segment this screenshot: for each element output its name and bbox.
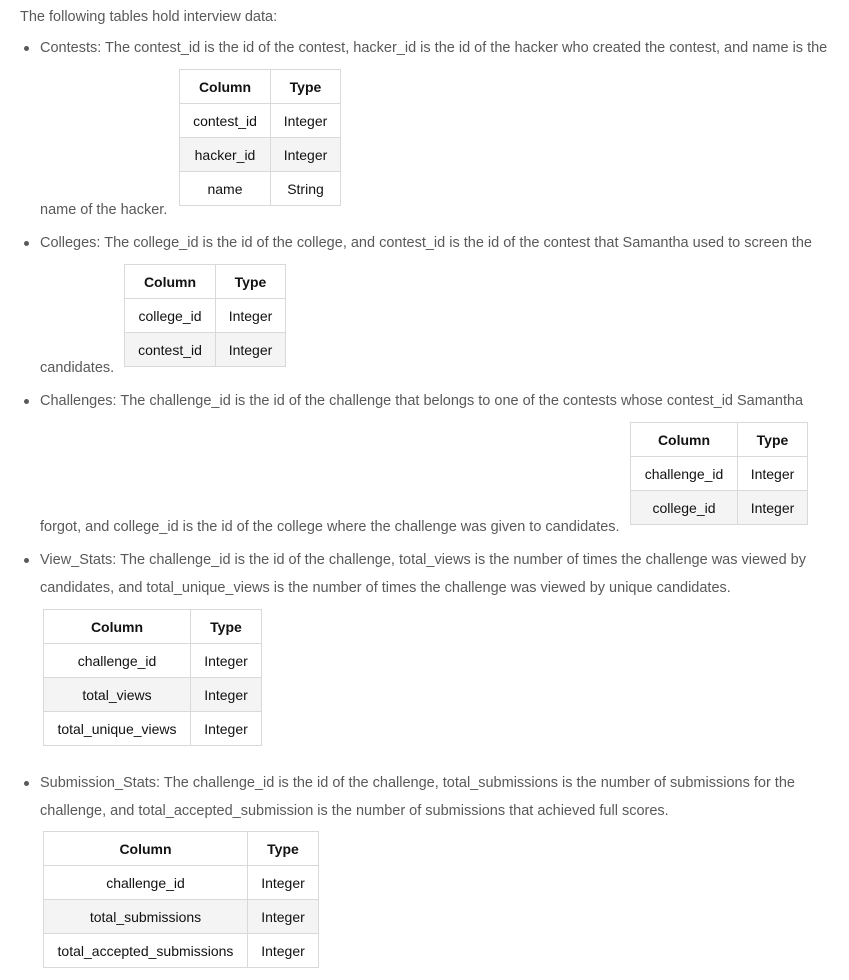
- bullet-challenges: [24, 399, 29, 404]
- table-header-row: [180, 70, 341, 104]
- column-header: Column: [44, 610, 191, 644]
- table-header-row: [125, 265, 286, 299]
- bullet-submission-stats: [24, 781, 29, 786]
- cell-type: Integer: [248, 934, 319, 968]
- submission-stats-description-line2: challenge, and total_accepted_submission is the number of submissions that achieved full scores.: [40, 803, 669, 819]
- table-row: [180, 104, 341, 138]
- challenges-table: [630, 422, 808, 525]
- cell-column: total_unique_views: [44, 712, 191, 746]
- cell-type: Integer: [216, 333, 286, 367]
- cell-column: name: [180, 172, 271, 206]
- cell-column: college_id: [631, 491, 738, 525]
- column-header: Column: [125, 265, 216, 299]
- submission-stats-description-line1: Submission_Stats: The challenge_id is the id of the challenge, total_submissions is the number of submissions for the: [40, 775, 795, 791]
- cell-type: Integer: [248, 900, 319, 934]
- view-stats-description-line1: View_Stats: The challenge_id is the id of the challenge, total_views is the number of times the challenge was viewed by: [40, 552, 806, 568]
- table-header-row: [631, 423, 808, 457]
- cell-type: String: [271, 172, 341, 206]
- challenges-description-line2: forgot, and college_id is the id of the college where the challenge was given to candidates.: [40, 519, 620, 535]
- type-header: Type: [738, 423, 808, 457]
- column-header: Column: [631, 423, 738, 457]
- table-row: [180, 138, 341, 172]
- table-header-row: [44, 832, 319, 866]
- table-row: [44, 712, 262, 746]
- table-row: [44, 934, 319, 968]
- type-header: Type: [248, 832, 319, 866]
- intro-text: The following tables hold interview data:: [20, 9, 278, 25]
- cell-column: total_accepted_submissions: [44, 934, 248, 968]
- cell-column: total_views: [44, 678, 191, 712]
- cell-type: Integer: [191, 644, 262, 678]
- cell-type: Integer: [191, 678, 262, 712]
- table-row: [44, 644, 262, 678]
- challenges-description-line1: Challenges: The challenge_id is the id of the challenge that belongs to one of the contests whose contest_id Samantha: [40, 393, 804, 409]
- cell-column: challenge_id: [631, 457, 738, 491]
- type-header: Type: [191, 610, 262, 644]
- cell-column: contest_id: [125, 333, 216, 367]
- contests-description-line1: Contests: The contest_id is the id of the contest, hacker_id is the id of the hacker who created the contest, and name is the: [40, 40, 828, 56]
- column-header: Column: [44, 832, 248, 866]
- bullet-colleges: [24, 241, 29, 246]
- cell-column: hacker_id: [180, 138, 271, 172]
- bullet-view-stats: [24, 558, 29, 563]
- cell-column: contest_id: [180, 104, 271, 138]
- cell-type: Integer: [248, 866, 319, 900]
- column-header: Column: [180, 70, 271, 104]
- table-row: [631, 491, 808, 525]
- cell-type: Integer: [738, 491, 808, 525]
- submission-stats-table: [43, 831, 319, 968]
- table-row: [180, 172, 341, 206]
- table-row: [125, 299, 286, 333]
- view-stats-table: [43, 609, 262, 746]
- cell-column: challenge_id: [44, 866, 248, 900]
- cell-type: Integer: [191, 712, 262, 746]
- colleges-description-line1: Colleges: The college_id is the id of the college, and contest_id is the id of the contest that Samantha used to screen the: [40, 235, 812, 251]
- type-header: Type: [271, 70, 341, 104]
- cell-column: total_submissions: [44, 900, 248, 934]
- view-stats-description-line2: candidates, and total_unique_views is the number of times the challenge was viewed by unique candidates.: [40, 580, 731, 596]
- cell-type: Integer: [271, 104, 341, 138]
- cell-column: challenge_id: [44, 644, 191, 678]
- table-row: [125, 333, 286, 367]
- colleges-description-line2: candidates.: [40, 360, 115, 376]
- colleges-table: [124, 264, 286, 367]
- cell-type: Integer: [271, 138, 341, 172]
- type-header: Type: [216, 265, 286, 299]
- cell-type: Integer: [216, 299, 286, 333]
- bullet-contests: [24, 46, 29, 51]
- contests-description-line2: name of the hacker.: [40, 202, 168, 218]
- table-header-row: [44, 610, 262, 644]
- table-row: [44, 678, 262, 712]
- cell-type: Integer: [738, 457, 808, 491]
- table-row: [631, 457, 808, 491]
- cell-column: college_id: [125, 299, 216, 333]
- table-row: [44, 866, 319, 900]
- table-row: [44, 900, 319, 934]
- contests-table: [179, 69, 341, 206]
